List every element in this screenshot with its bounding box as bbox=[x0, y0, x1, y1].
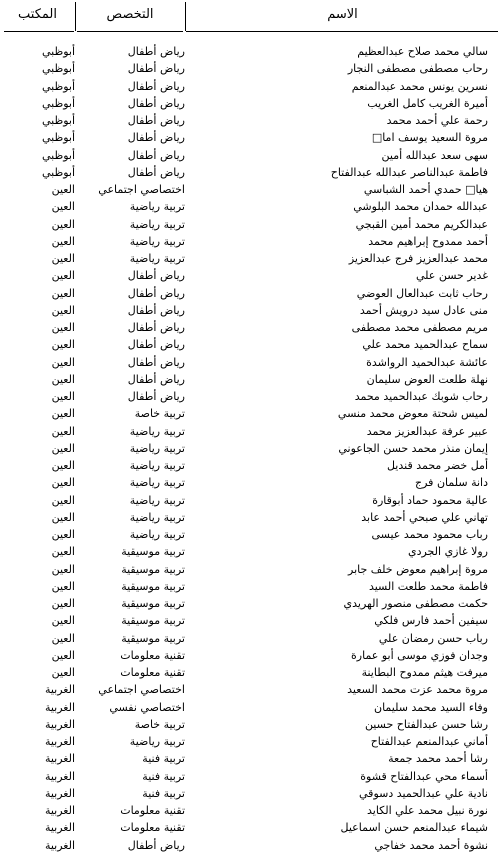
cell-name: نورة نبيل محمد علي الكايد bbox=[366, 804, 488, 817]
cell-specialization: تربية موسيقية bbox=[121, 614, 185, 628]
cell-specialization: تربية رياضية bbox=[129, 459, 185, 472]
cell-specialization: رياض أطفال bbox=[127, 338, 185, 352]
table-row bbox=[0, 492, 500, 509]
cell-specialization: رياض أطفال bbox=[127, 269, 185, 283]
cell-specialization: رياض أطفال bbox=[127, 838, 185, 852]
table-row bbox=[0, 733, 500, 750]
cell-specialization: رياض أطفال bbox=[127, 45, 185, 58]
cell-specialization: رياض أطفال bbox=[127, 62, 185, 76]
cell-name: حكمت مصطفى منصور الهريدي bbox=[343, 597, 488, 610]
cell-office: الغربية bbox=[44, 717, 75, 731]
cell-specialization: تربية رياضية bbox=[129, 424, 185, 438]
cell-office: العين bbox=[51, 407, 75, 421]
cell-office: أبوظبي bbox=[41, 114, 75, 127]
cell-name: أحمد ممدوح إبراهيم محمد bbox=[368, 234, 488, 248]
cell-specialization: تربية رياضية bbox=[129, 476, 185, 490]
table-row bbox=[0, 129, 500, 146]
table-row bbox=[0, 250, 500, 267]
cell-name: لميس شحتة معوض محمد منسي bbox=[337, 407, 488, 421]
cell-name: مروة محمد عزت محمد السعيد bbox=[347, 683, 488, 697]
cell-name: محمد عبدالعزيز فرج عبدالعزيز bbox=[348, 252, 488, 265]
cell-name: منى عادل سيد درويش أحمد bbox=[359, 303, 488, 317]
table-row bbox=[0, 578, 500, 595]
table-row bbox=[0, 802, 500, 819]
cell-specialization: تربية موسيقية bbox=[121, 631, 185, 645]
cell-office: العين bbox=[51, 338, 75, 352]
cell-name: عبير عرفة عبدالعزيز محمد bbox=[366, 424, 488, 438]
cell-office: العين bbox=[51, 424, 75, 438]
cell-name: نشوة أحمد محمد خفاجي bbox=[374, 838, 488, 852]
table-row bbox=[0, 457, 500, 474]
table-row bbox=[0, 181, 500, 198]
cell-office: العين bbox=[51, 493, 75, 507]
cell-name: رحاب شوبك عبدالحميد محمد bbox=[354, 390, 488, 403]
table-row bbox=[0, 319, 500, 336]
cell-specialization: تربية رياضية bbox=[129, 510, 185, 524]
cell-name: مريم مصطفى محمد مصطفى bbox=[351, 321, 488, 334]
table-row bbox=[0, 647, 500, 664]
table-body bbox=[0, 43, 500, 854]
table-row bbox=[0, 837, 500, 854]
cell-name: رحاب ثابت عبدالعال العوضي bbox=[356, 286, 488, 300]
cell-specialization: تقنية معلومات bbox=[120, 804, 185, 817]
cell-name: وجدان فوزي موسى أبو عمارة bbox=[351, 648, 488, 662]
table-row bbox=[0, 112, 500, 129]
cell-name: شيماء عبدالمنعم حسن اسماعيل bbox=[340, 821, 488, 835]
cell-specialization: تربية موسيقية bbox=[121, 562, 185, 576]
table-row bbox=[0, 630, 500, 647]
cell-office: العين bbox=[51, 648, 75, 662]
cell-name: فاطمة محمد طلعت السيد bbox=[368, 579, 488, 593]
table-row bbox=[0, 43, 500, 60]
cell-name: أميرة الغريب كامل الغريب bbox=[367, 96, 488, 110]
cell-specialization: تربية رياضية bbox=[129, 252, 185, 265]
cell-office: العين bbox=[51, 614, 75, 628]
cell-specialization: رياض أطفال bbox=[127, 96, 185, 110]
cell-name: نسرين يونس محمد عبدالمنعم bbox=[351, 79, 488, 93]
cell-office: العين bbox=[51, 303, 75, 317]
table-header bbox=[0, 0, 500, 35]
cell-specialization: رياض أطفال bbox=[127, 390, 185, 403]
header-office: المكتب bbox=[18, 7, 57, 22]
cell-specialization: رياض أطفال bbox=[127, 372, 185, 386]
cell-specialization: تربية رياضية bbox=[129, 200, 185, 214]
table-row bbox=[0, 526, 500, 543]
cell-specialization: رياض أطفال bbox=[127, 148, 185, 162]
cell-office: العين bbox=[51, 286, 75, 300]
cell-office: العين bbox=[51, 545, 75, 559]
cell-office: العين bbox=[51, 269, 75, 283]
cell-specialization: رياض أطفال bbox=[127, 165, 185, 179]
cell-name: سهى سعد عبدالله أمين bbox=[381, 148, 488, 162]
table-row bbox=[0, 819, 500, 836]
cell-office: العين bbox=[51, 476, 75, 490]
cell-specialization: تقنية معلومات bbox=[120, 648, 185, 662]
cell-specialization: رياض أطفال bbox=[127, 303, 185, 317]
cell-name: رشا حسن عبدالفتاح حسين bbox=[364, 717, 488, 731]
table-row bbox=[0, 681, 500, 698]
cell-office: الغربية bbox=[44, 683, 75, 697]
table-row bbox=[0, 423, 500, 440]
cell-office: الغربية bbox=[44, 769, 75, 783]
cell-specialization: تربية رياضية bbox=[129, 234, 185, 248]
cell-specialization: تربية موسيقية bbox=[121, 597, 185, 610]
cell-specialization: رياض أطفال bbox=[127, 321, 185, 334]
cell-name: غدير حسن علي bbox=[415, 269, 488, 283]
header-underline-name bbox=[186, 31, 498, 32]
cell-office: العين bbox=[51, 321, 75, 334]
table-row bbox=[0, 405, 500, 422]
cell-name: سيفين أحمد فارس فلكي bbox=[374, 614, 488, 628]
table-row bbox=[0, 595, 500, 612]
cell-office: العين bbox=[51, 562, 75, 576]
cell-name: رباب محمود محمد عيسى bbox=[371, 528, 488, 541]
cell-name: مروة السعيد يوسف اما□ bbox=[371, 131, 488, 145]
cell-specialization: تربية موسيقية bbox=[121, 579, 185, 593]
cell-specialization: تقنية معلومات bbox=[120, 666, 185, 679]
cell-office: العين bbox=[51, 459, 75, 472]
cell-name: إيمان منذر محمد حسن الجاعوني bbox=[338, 441, 488, 455]
cell-specialization: تربية فنية bbox=[142, 786, 185, 800]
cell-name: عبدالله حمدان محمد البلوشي bbox=[353, 200, 488, 214]
cell-office: العين bbox=[51, 217, 75, 231]
table-row bbox=[0, 198, 500, 215]
cell-specialization: رياض أطفال bbox=[127, 131, 185, 145]
table-row bbox=[0, 388, 500, 405]
cell-name: مروة إبراهيم معوض خلف جابر bbox=[348, 562, 488, 576]
table-row bbox=[0, 78, 500, 95]
table-row bbox=[0, 267, 500, 284]
cell-office: الغربية bbox=[44, 752, 75, 766]
header-specialization: التخصص bbox=[106, 7, 154, 22]
cell-specialization: تقنية معلومات bbox=[120, 821, 185, 835]
cell-specialization: رياض أطفال bbox=[127, 79, 185, 93]
cell-office: أبوظبي bbox=[41, 79, 75, 93]
cell-office: العين bbox=[51, 372, 75, 386]
cell-name: أمل خضر محمد قنديل bbox=[386, 459, 488, 472]
cell-office: العين bbox=[51, 234, 75, 248]
header-underline-specialization bbox=[77, 31, 183, 32]
table-row bbox=[0, 60, 500, 77]
cell-specialization: تربية رياضية bbox=[129, 528, 185, 541]
cell-office: الغربية bbox=[44, 821, 75, 835]
table-row bbox=[0, 768, 500, 785]
cell-office: العين bbox=[51, 528, 75, 541]
cell-name: أماني عبدالمنعم عبدالفتاح bbox=[370, 735, 488, 748]
cell-name: رحاب مصطفى مصطفى النجار bbox=[347, 62, 488, 76]
cell-specialization: تربية فنية bbox=[142, 752, 185, 766]
cell-office: الغربية bbox=[44, 735, 75, 748]
cell-name: ميرفت هيثم ممدوح البطاينة bbox=[361, 666, 488, 679]
cell-name: نهلة طلعت العوض سليمان bbox=[366, 372, 488, 386]
cell-office: الغربية bbox=[44, 700, 75, 714]
cell-name: عبدالكريم محمد أمين القبجي bbox=[355, 217, 488, 231]
cell-name: هيا□ حمدي أحمد الشباسي bbox=[363, 183, 488, 196]
table-row bbox=[0, 561, 500, 578]
table-row bbox=[0, 371, 500, 388]
cell-office: أبوظبي bbox=[41, 165, 75, 179]
cell-specialization: رياض أطفال bbox=[127, 355, 185, 369]
cell-specialization: تربية خاصة bbox=[134, 717, 185, 731]
cell-specialization: تربية فنية bbox=[142, 769, 185, 783]
cell-office: العين bbox=[51, 390, 75, 403]
cell-office: العين bbox=[51, 631, 75, 645]
table-row bbox=[0, 440, 500, 457]
cell-name: دانة سلمان فرج bbox=[415, 476, 488, 490]
cell-specialization: تربية خاصة bbox=[134, 407, 185, 421]
cell-specialization: رياض أطفال bbox=[127, 286, 185, 300]
cell-office: العين bbox=[51, 200, 75, 214]
cell-office: أبوظبي bbox=[41, 45, 75, 58]
table-row bbox=[0, 302, 500, 319]
cell-specialization: اختصاصي اجتماعي bbox=[98, 683, 185, 697]
table-row bbox=[0, 336, 500, 353]
header-divider bbox=[185, 2, 186, 31]
cell-office: العين bbox=[51, 579, 75, 593]
cell-name: رولا غازي الجردي bbox=[407, 545, 488, 559]
table-row bbox=[0, 216, 500, 233]
cell-office: العين bbox=[51, 355, 75, 369]
table-row bbox=[0, 164, 500, 181]
cell-specialization: تربية رياضية bbox=[129, 493, 185, 507]
cell-name: سالي محمد صلاح عبدالعظيم bbox=[357, 45, 488, 58]
cell-office: الغربية bbox=[44, 804, 75, 817]
cell-specialization: تربية رياضية bbox=[129, 735, 185, 748]
cell-specialization: اختصاصي نفسي bbox=[109, 700, 185, 714]
table-row bbox=[0, 612, 500, 629]
cell-office: العين bbox=[51, 252, 75, 265]
table-row bbox=[0, 664, 500, 681]
cell-office: الغربية bbox=[44, 786, 75, 800]
cell-name: رباب حسن رمضان علي bbox=[378, 631, 488, 645]
cell-name: عائشة عبدالحميد الرواشدة bbox=[366, 355, 488, 369]
table-row bbox=[0, 716, 500, 733]
table-row bbox=[0, 95, 500, 112]
header-underline-office bbox=[4, 31, 74, 32]
cell-specialization: اختصاصي اجتماعي bbox=[98, 183, 185, 196]
table-row bbox=[0, 543, 500, 560]
table-row bbox=[0, 750, 500, 767]
cell-office: العين bbox=[51, 597, 75, 610]
cell-name: أسماء محي عبدالفتاح قشوة bbox=[360, 769, 488, 783]
cell-specialization: تربية موسيقية bbox=[121, 545, 185, 559]
cell-specialization: تربية رياضية bbox=[129, 217, 185, 231]
table-row bbox=[0, 354, 500, 371]
table-row bbox=[0, 509, 500, 526]
cell-office: العين bbox=[51, 666, 75, 679]
cell-name: فاطمة عبدالناصر عبدالله عبدالفتاح bbox=[330, 165, 488, 179]
table-row bbox=[0, 474, 500, 491]
cell-office: العين bbox=[51, 510, 75, 524]
cell-specialization: رياض أطفال bbox=[127, 114, 185, 127]
table-row bbox=[0, 147, 500, 164]
cell-name: رحمة علي أحمد محمد bbox=[386, 114, 488, 127]
cell-name: وفاء السيد محمد سليمان bbox=[374, 700, 488, 714]
cell-name: تهاني علي صبحي أحمد عابد bbox=[361, 510, 488, 524]
cell-office: أبوظبي bbox=[41, 131, 75, 145]
cell-office: أبوظبي bbox=[41, 148, 75, 162]
cell-office: أبوظبي bbox=[41, 62, 75, 76]
cell-office: العين bbox=[51, 183, 75, 196]
table-row bbox=[0, 285, 500, 302]
cell-name: سماح عبدالحميد محمد علي bbox=[362, 338, 488, 352]
table-row bbox=[0, 233, 500, 250]
table-row bbox=[0, 699, 500, 716]
table-row bbox=[0, 785, 500, 802]
cell-office: العين bbox=[51, 441, 75, 455]
cell-specialization: تربية رياضية bbox=[129, 441, 185, 455]
cell-name: رشا أحمد محمد جمعة bbox=[388, 752, 488, 766]
cell-office: أبوظبي bbox=[41, 96, 75, 110]
header-name: الاسم bbox=[327, 7, 358, 22]
cell-name: نادية علي عبدالحميد دسوقي bbox=[359, 786, 488, 800]
cell-name: عالية محمود حماد أبوقارة bbox=[372, 493, 488, 507]
cell-office: الغربية bbox=[44, 838, 75, 852]
header-divider bbox=[75, 2, 76, 31]
